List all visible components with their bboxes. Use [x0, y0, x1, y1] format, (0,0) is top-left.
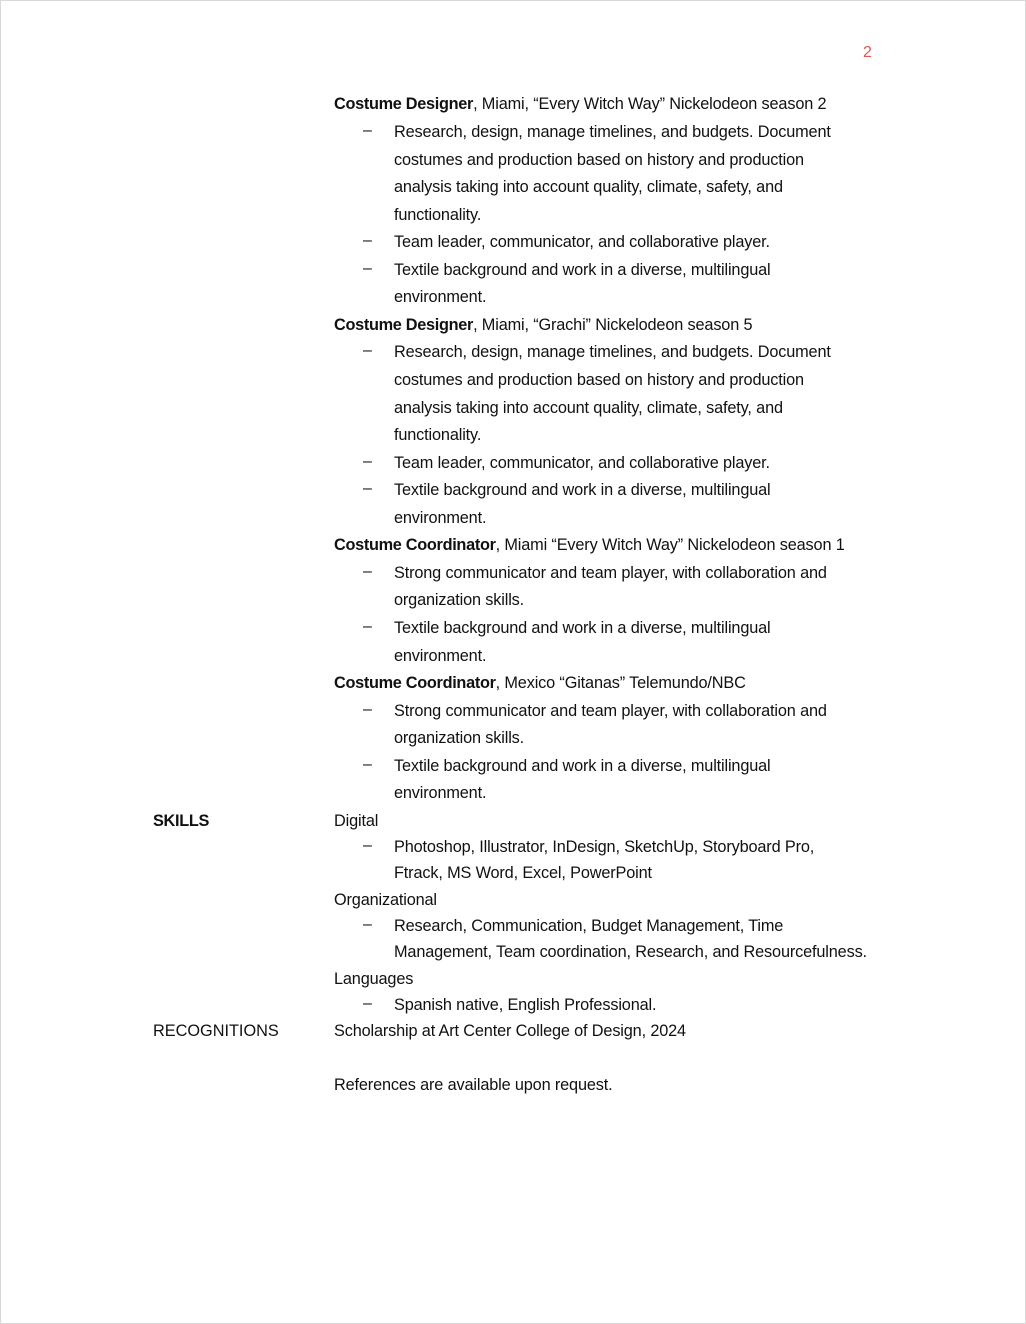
- bullet-line: Ftrack, MS Word, Excel, PowerPoint: [394, 864, 652, 882]
- dash-bullet: –: [363, 837, 372, 854]
- job-details: , Miami, “Every Witch Way” Nickelodeon season 2: [473, 95, 827, 113]
- bullet-line: organization skills.: [394, 729, 525, 747]
- bullet-line: environment.: [394, 288, 487, 306]
- bullet-line: analysis taking into account quality, climate, safety, and: [394, 178, 783, 196]
- bullet-line: costumes and production based on history and production: [394, 371, 804, 389]
- recognitions-label: RECOGNITIONS: [153, 1022, 279, 1040]
- skill-group-name: Organizational: [334, 891, 437, 909]
- dash-bullet: –: [363, 618, 372, 635]
- bullet-line: Team leader, communicator, and collaborative player.: [394, 454, 770, 472]
- dash-bullet: –: [363, 480, 372, 497]
- bullet-line: Management, Team coordination, Research, and Resourcefulness.: [394, 943, 867, 961]
- job-title: Costume Designer: [334, 95, 474, 113]
- bullet-line: functionality.: [394, 206, 482, 224]
- bullet-line: Textile background and work in a diverse, multilingual: [394, 481, 771, 499]
- recognition-text: Scholarship at Art Center College of Design, 2024: [334, 1022, 686, 1040]
- dash-bullet: –: [363, 995, 372, 1012]
- bullet-line: Textile background and work in a diverse, multilingual: [394, 261, 771, 279]
- bullet-line: Photoshop, Illustrator, InDesign, SketchUp, Storyboard Pro,: [394, 838, 815, 856]
- bullet-line: analysis taking into account quality, climate, safety, and: [394, 399, 783, 417]
- job-title: Costume Coordinator: [334, 536, 496, 554]
- bullet-line: Research, design, manage timelines, and budgets. Document: [394, 343, 831, 361]
- skills-label: SKILLS: [153, 812, 210, 830]
- bullet-line: Team leader, communicator, and collaborative player.: [394, 233, 770, 251]
- dash-bullet: –: [363, 701, 372, 718]
- job-title: Costume Coordinator: [334, 674, 496, 692]
- bullet-line: Textile background and work in a diverse, multilingual: [394, 757, 771, 775]
- page-number: 2: [863, 44, 872, 61]
- dash-bullet: –: [363, 756, 372, 773]
- skill-group-name: Languages: [334, 970, 414, 988]
- dash-bullet: –: [363, 122, 372, 139]
- job-title: Costume Designer: [334, 316, 474, 334]
- bullet-line: Strong communicator and team player, with collaboration and: [394, 564, 827, 582]
- job-details: , Miami “Every Witch Way” Nickelodeon season 1: [495, 536, 845, 554]
- experience-entry-heading: [334, 673, 746, 693]
- bullet-line: Research, design, manage timelines, and budgets. Document: [394, 123, 831, 141]
- bullet-line: environment.: [394, 784, 487, 802]
- bullet-line: costumes and production based on history and production: [394, 151, 804, 169]
- dash-bullet: –: [363, 563, 372, 580]
- job-details: , Mexico “Gitanas” Telemundo/NBC: [495, 674, 746, 692]
- references-note: References are available upon request.: [334, 1076, 613, 1094]
- dash-bullet: –: [363, 342, 372, 359]
- bullet-line: environment.: [394, 509, 487, 527]
- experience-entry-heading: [334, 94, 826, 114]
- bullet-line: environment.: [394, 647, 487, 665]
- experience-entry-heading: [334, 315, 752, 335]
- bullet-line: Textile background and work in a diverse, multilingual: [394, 619, 771, 637]
- job-details: , Miami, “Grachi” Nickelodeon season 5: [473, 316, 753, 334]
- bullet-line: functionality.: [394, 426, 482, 444]
- bullet-line: Research, Communication, Budget Management, Time: [394, 917, 784, 935]
- skill-group-name: Digital: [334, 812, 379, 830]
- bullet-line: Spanish native, English Professional.: [394, 996, 657, 1014]
- dash-bullet: –: [363, 232, 372, 249]
- dash-bullet: –: [363, 260, 372, 277]
- dash-bullet: –: [363, 916, 372, 933]
- dash-bullet: –: [363, 453, 372, 470]
- experience-entry-heading: [334, 535, 845, 555]
- bullet-line: organization skills.: [394, 591, 525, 609]
- bullet-line: Strong communicator and team player, with collaboration and: [394, 702, 827, 720]
